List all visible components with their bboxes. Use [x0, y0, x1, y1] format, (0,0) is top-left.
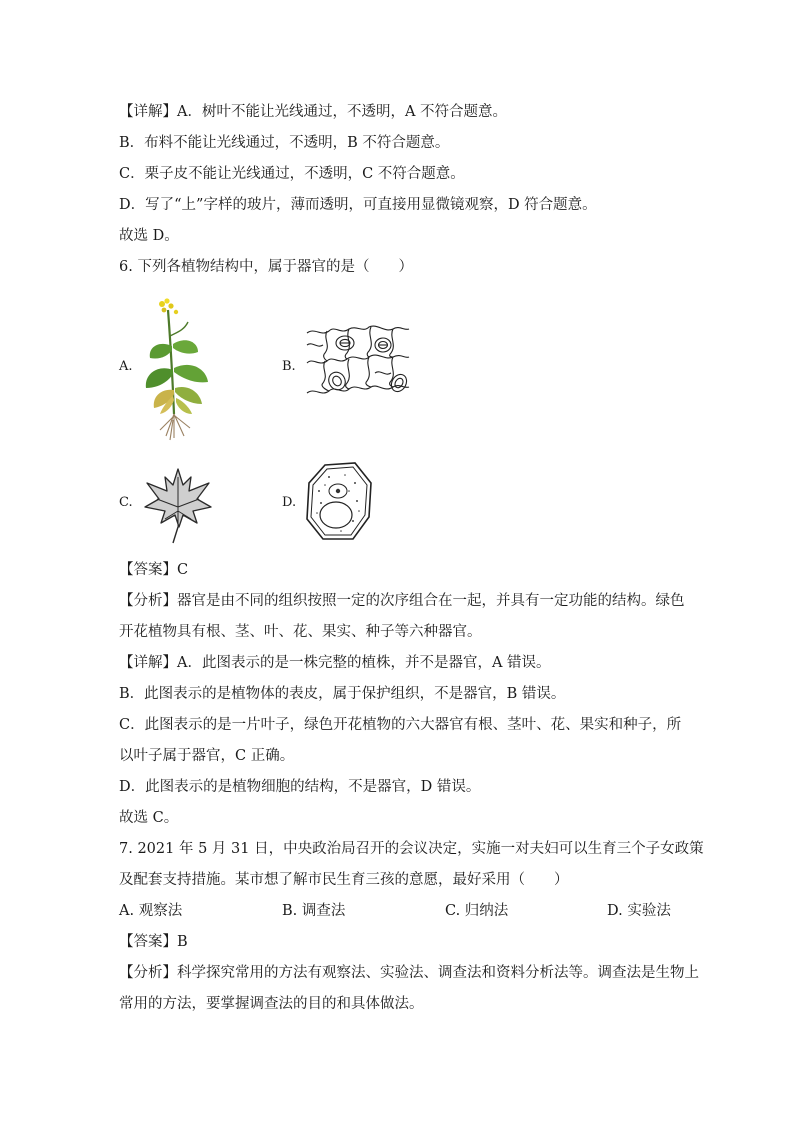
- q7-option-c: C. 归纳法: [445, 903, 509, 919]
- q6-figure-b-label: B.: [282, 359, 296, 374]
- q6-figure-c-label: C.: [119, 495, 133, 510]
- whole-plant-icon: [140, 296, 220, 440]
- q6-analysis-2: 开花植物具有根、茎、叶、花、果实、种子等六种器官。: [119, 624, 482, 640]
- q6-answer: 【答案】C: [119, 562, 189, 578]
- q7-option-d: D. 实验法: [607, 903, 671, 919]
- q5-detail-c: C．栗子皮不能让光线通过，不透明，C 不符合题意。: [119, 166, 465, 182]
- epidermis-tissue-icon: [305, 323, 409, 405]
- q7-stem-1: 7. 2021 年 5 月 31 日，中央政治局召开的会议决定，实施一对夫妇可以生育三个子女政策: [119, 841, 704, 857]
- q6-analysis-1: 【分析】器官是由不同的组织按照一定的次序组合在一起，并具有一定功能的结构。绿色: [119, 593, 685, 609]
- q6-detail-c-1: C．此图表示的是一片叶子，绿色开花植物的六大器官有根、茎叶、花、果实和种子，所: [119, 717, 682, 733]
- q7-answer: 【答案】B: [119, 934, 188, 950]
- q6-figure-d-label: D.: [282, 495, 297, 510]
- q6-detail-d: D．此图表示的是植物细胞的结构，不是器官，D 错误。: [119, 779, 481, 795]
- q6-choice: 故选 C。: [119, 810, 179, 826]
- q5-detail-a: 【详解】A．树叶不能让光线通过，不透明，A 不符合题意。: [119, 104, 508, 120]
- q6-detail-b: B．此图表示的是植物体的表皮，属于保护组织，不是器官，B 错误。: [119, 686, 566, 702]
- maple-leaf-icon: [143, 467, 213, 543]
- q6-figure-a-label: A.: [119, 359, 133, 374]
- q5-detail-d: D．写了“上”字样的玻片，薄而透明，可直接用显微镜观察，D 符合题意。: [119, 197, 597, 213]
- q7-stem-2: 及配套支持措施。某市想了解市民生育三孩的意愿，最好采用（ ）: [119, 872, 569, 888]
- q7-option-b: B. 调查法: [282, 903, 346, 919]
- q6-detail-c-2: 以叶子属于器官，C 正确。: [119, 748, 295, 764]
- q6-detail-a: 【详解】A．此图表示的是一株完整的植株，并不是器官，A 错误。: [119, 655, 551, 671]
- q6-stem: 6. 下列各植物结构中，属于器官的是（ ）: [119, 259, 413, 275]
- q5-choice: 故选 D。: [119, 228, 179, 244]
- q7-analysis-1: 【分析】科学探究常用的方法有观察法、实验法、调查法和资料分析法等。调查法是生物上: [119, 965, 699, 981]
- q7-analysis-2: 常用的方法，要掌握调查法的目的和具体做法。: [119, 996, 424, 1012]
- q7-option-a: A. 观察法: [119, 903, 183, 919]
- plant-cell-icon: [305, 461, 373, 541]
- q5-detail-b: B．布料不能让光线通过，不透明，B 不符合题意。: [119, 135, 450, 151]
